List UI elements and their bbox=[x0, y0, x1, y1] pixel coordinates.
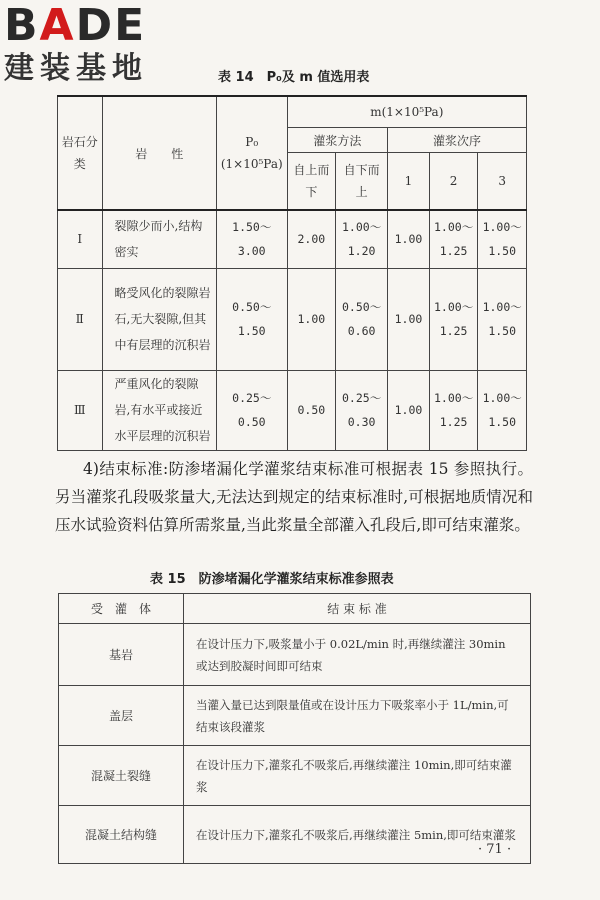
table14 bbox=[57, 95, 527, 451]
header-rock-type: 岩 性 bbox=[102, 96, 216, 210]
header-topdown: 自上而下 bbox=[287, 153, 336, 211]
header-order: 灌浆次序 bbox=[388, 128, 527, 153]
header-bottomup: 自下而上 bbox=[336, 153, 388, 211]
table-row: Ⅲ 严重风化的裂隙岩,有水平或接近水平层理的沉积岩 0.25～0.50 0.50 0.25～0.30 1.00 1.00～1.25 1.00～1.50 bbox=[58, 370, 527, 450]
table-row: 盖层 当灌入量已达到限量值或在设计压力下吸浆率小于 1L/min,可结束该段灌浆 bbox=[59, 686, 531, 746]
table-row: Ⅱ 略受风化的裂隙岩石,无大裂隙,但其中有层理的沉积岩 0.50～1.50 1.00 0.50～0.60 1.00 1.00～1.25 1.00～1.50 bbox=[58, 268, 527, 370]
header-grouted-body: 受 灌 体 bbox=[59, 594, 184, 624]
logo-wordmark: BADE bbox=[4, 0, 147, 51]
brand-logo bbox=[4, 2, 184, 86]
table-row: 混凝土结构缝 在设计压力下,灌浆孔不吸浆后,再继续灌注 5min,即可结束灌浆 bbox=[59, 806, 531, 864]
header-order-2: 2 bbox=[429, 153, 478, 211]
header-m: m(1×10⁵Pa) bbox=[287, 96, 526, 128]
table14-caption: 表 14 P₀及 m 值选用表 bbox=[218, 70, 370, 85]
header-method: 灌浆方法 bbox=[287, 128, 388, 153]
header-rock-class: 岩石分类 bbox=[58, 96, 103, 210]
table15 bbox=[58, 593, 531, 864]
header-order-3: 3 bbox=[478, 153, 527, 211]
body-paragraph: 4)结束标准:防渗堵漏化学灌浆结束标准可根据表 15 参照执行。另当灌浆孔段吸浆量大,无法达到规定的结束标准时,可根据地质情况和压水试验资料估算所需浆量,当此浆量全部灌入孔段后,即可结束灌浆。 bbox=[55, 460, 533, 534]
table15-caption: 表 15 防渗堵漏化学灌浆结束标准参照表 bbox=[150, 572, 394, 587]
table-row: Ⅰ 裂隙少而小,结构密实 1.50～3.00 2.00 1.00～1.20 1.00 1.00～1.25 1.00～1.50 bbox=[58, 210, 527, 268]
table-row: 基岩 在设计压力下,吸浆量小于 0.02L/min 时,再继续灌注 30min 或达到胶凝时间即可结束 bbox=[59, 624, 531, 686]
table-row: 混凝土裂缝 在设计压力下,灌浆孔不吸浆后,再继续灌注 10min,即可结束灌浆 bbox=[59, 746, 531, 806]
header-order-1: 1 bbox=[388, 153, 430, 211]
header-end-standard: 结 束 标 准 bbox=[184, 594, 531, 624]
header-p0: P₀ (1×10⁵Pa) bbox=[216, 96, 287, 210]
page-number: · 71 · bbox=[478, 842, 512, 857]
logo-chinese: 建装基地 bbox=[4, 51, 148, 86]
